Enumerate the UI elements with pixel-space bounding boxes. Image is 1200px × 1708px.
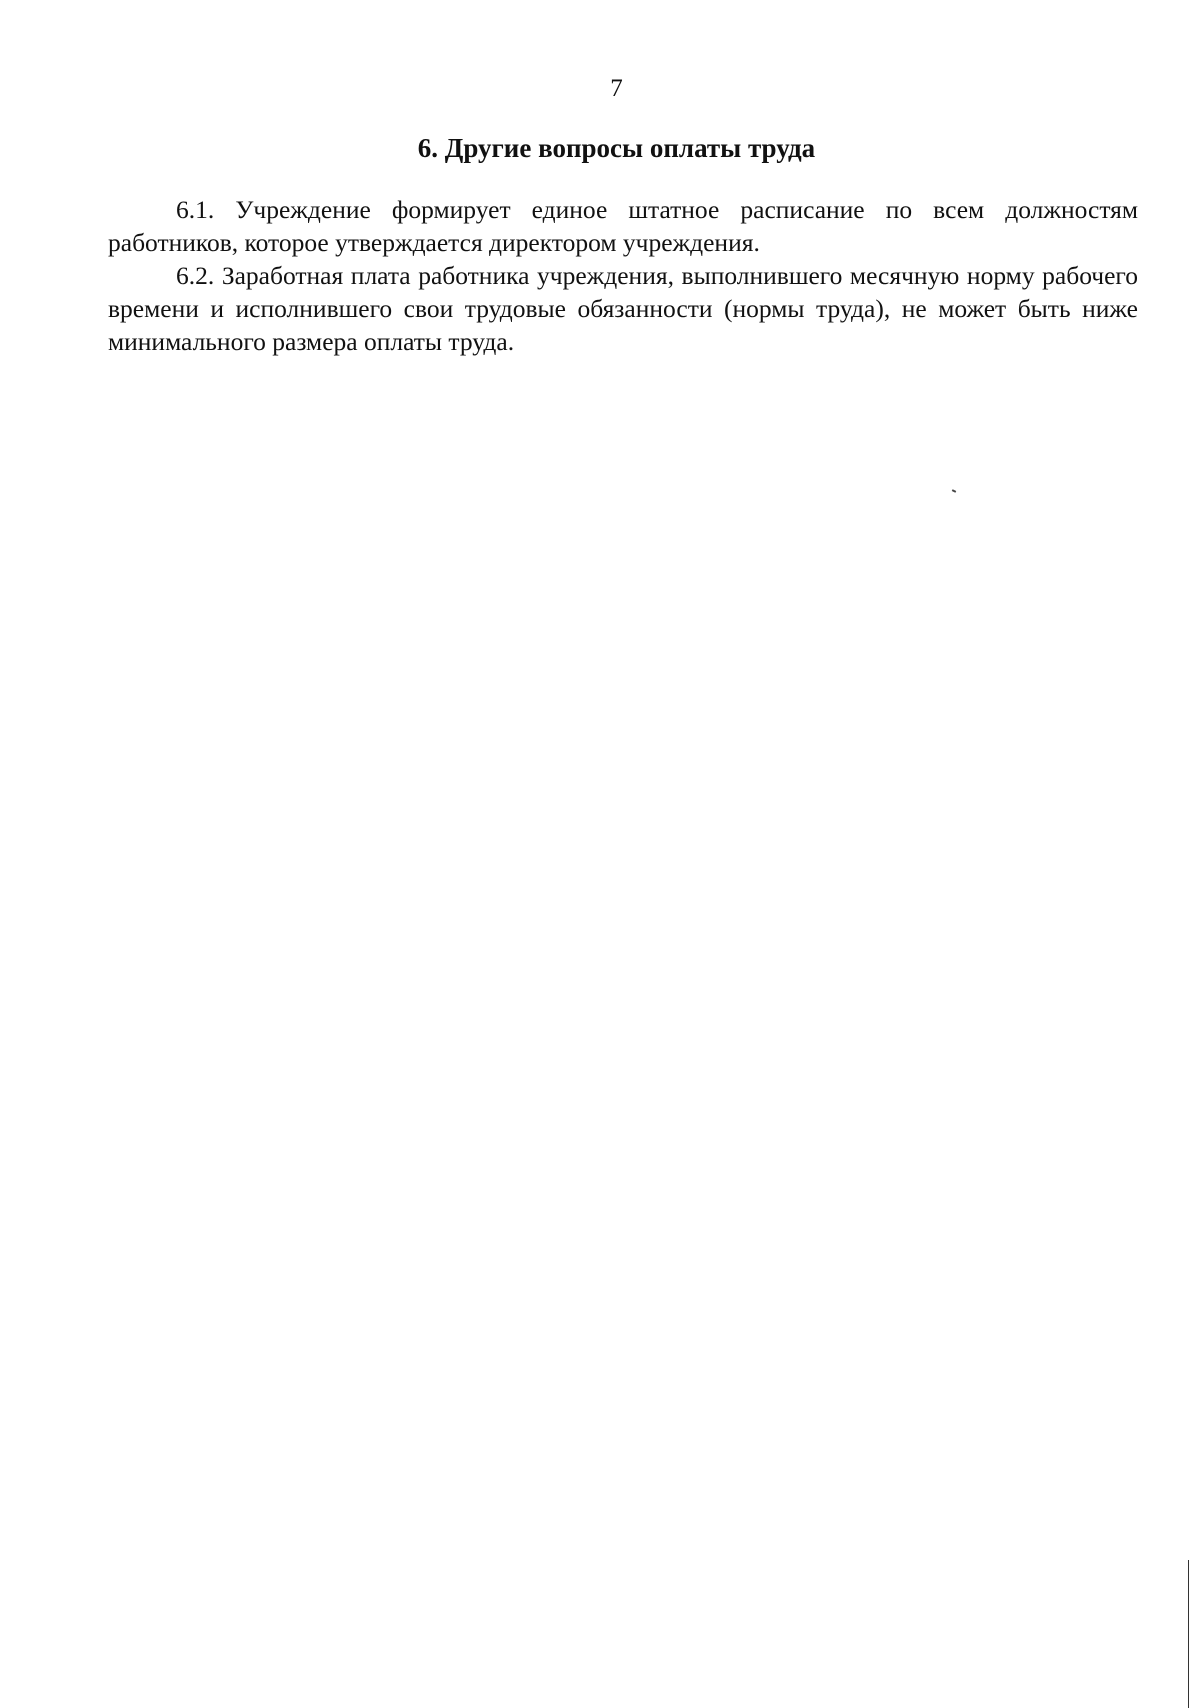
section-body bbox=[108, 193, 1138, 358]
paragraph-6-1: 6.1. Учреждение формирует единое штатное расписание по всем должностям работников, которое утверждается директором учреждения. bbox=[108, 195, 1138, 257]
scan-edge-line bbox=[1188, 1560, 1189, 1708]
scan-speck bbox=[952, 489, 956, 493]
paragraph-6-2: 6.2. Заработная плата работника учреждения, выполнившего месячную норму рабочего времени и исполнившего свои трудовые обязанности (нормы труда), не может быть ниже минимального размера оплаты труда. bbox=[108, 261, 1138, 356]
section-title: 6. Другие вопросы оплаты труда bbox=[417, 133, 816, 163]
page-number: 7 bbox=[610, 75, 623, 102]
